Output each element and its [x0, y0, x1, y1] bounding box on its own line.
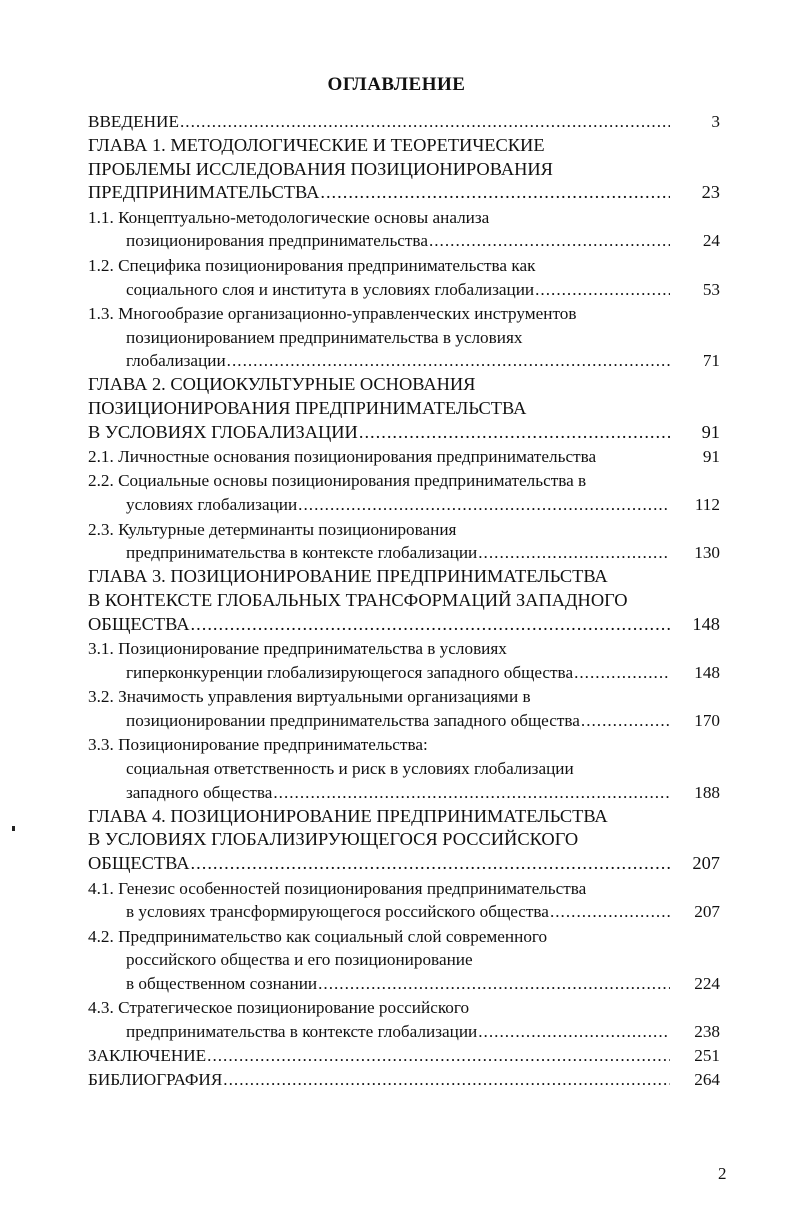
dot-leader	[298, 493, 670, 517]
toc-line-text: глобализации	[126, 351, 226, 371]
toc-line-text: 2.2. Социальные основы позиционирования предпринимательства в	[88, 471, 587, 491]
toc-section	[88, 254, 722, 302]
toc-line-text: ЗАКЛЮЧЕНИЕ	[88, 1046, 207, 1066]
toc-line	[88, 661, 670, 685]
toc-line-text: социального слоя и института в условиях глобализации	[126, 279, 535, 299]
dot-leader	[207, 1044, 670, 1068]
toc-line	[88, 781, 670, 805]
toc-line-text: предпринимательства в контексте глобализации	[126, 1022, 478, 1042]
toc-page-number: 224	[694, 974, 720, 994]
toc-line-text: российского общества и его позиционирование	[126, 950, 473, 970]
dot-leader	[581, 709, 670, 733]
toc-chapter	[88, 373, 722, 444]
toc-page-number: 112	[694, 495, 720, 515]
toc-page-number: 148	[692, 613, 720, 634]
dot-leader	[273, 781, 670, 805]
toc-line-text: 4.3. Стратегическое позиционирование российского	[88, 998, 470, 1018]
toc-line-text: 4.1. Генезис особенностей позиционирования предпринимательства	[88, 878, 587, 898]
toc-line-text: ВВЕДЕНИЕ	[88, 112, 179, 131]
toc-page-number: 71	[702, 351, 720, 371]
toc-page-number: 53	[702, 279, 720, 299]
toc-line-text: 3.1. Позиционирование предпринимательства в условиях	[88, 639, 507, 659]
toc-line-text: социальная ответственность и риск в условиях глобализации	[126, 759, 574, 779]
scan-speck	[12, 826, 15, 831]
toc-line	[88, 278, 670, 302]
toc-section	[88, 518, 722, 566]
dot-leader	[429, 229, 670, 253]
toc-line-text: позиционированием предпринимательства в условиях	[126, 327, 523, 347]
toc-line-text: 1.1. Концептуально-методологические основы анализа	[88, 207, 490, 227]
toc-chapter	[88, 134, 722, 205]
toc-page-number: 3	[711, 112, 720, 131]
toc-section	[88, 445, 722, 469]
dot-leader	[191, 852, 670, 876]
toc-page-number: 130	[694, 543, 720, 563]
toc-line-text: 3.3. Позиционирование предпринимательства:	[88, 735, 428, 755]
toc-line-text: предпринимательства в контексте глобализации	[126, 543, 478, 563]
toc-line-text: ПРОБЛЕМЫ ИССЛЕДОВАНИЯ ПОЗИЦИОНИРОВАНИЯ	[88, 158, 553, 179]
toc-line	[88, 181, 670, 205]
dot-leader	[535, 278, 670, 302]
toc-chapter	[88, 565, 722, 636]
dot-leader	[550, 900, 670, 924]
toc-line-text: позиционирования предпринимательства	[126, 231, 428, 251]
toc-line-text: ОБЩЕСТВА	[88, 613, 190, 634]
table-of-contents	[88, 110, 722, 1092]
toc-line-text: ГЛАВА 2. СОЦИОКУЛЬТУРНЫЕ ОСНОВАНИЯ	[88, 374, 476, 395]
page-number: 2	[718, 1164, 727, 1183]
toc-page-number: 264	[694, 1069, 720, 1089]
toc-line-text: гиперконкуренции глобализирующегося западного общества	[126, 662, 574, 682]
toc-line	[88, 709, 670, 733]
toc-line	[88, 1068, 670, 1092]
toc-page-number: 188	[694, 782, 720, 802]
toc-section	[88, 996, 722, 1044]
toc-line-text: в общественном сознании	[126, 974, 318, 994]
toc-page-number: 207	[692, 853, 720, 874]
toc-line	[88, 1020, 670, 1044]
toc-line-text: ОБЩЕСТВА	[88, 853, 190, 874]
toc-line-text: западного общества	[126, 782, 273, 802]
toc-line-text: условиях глобализации	[126, 495, 298, 515]
toc-page-number: 23	[701, 182, 720, 203]
toc-line-text: 2.1. Личностные основания позиционирования предпринимательства	[88, 447, 597, 467]
toc-line	[88, 229, 670, 253]
toc-section	[88, 685, 722, 733]
toc-section	[88, 877, 722, 925]
dot-leader	[574, 661, 670, 685]
toc-page-number: 238	[694, 1022, 720, 1042]
toc-line-text: ПОЗИЦИОНИРОВАНИЯ ПРЕДПРИНИМАТЕЛЬСТВА	[88, 398, 527, 419]
toc-page-number: 251	[694, 1046, 720, 1066]
toc-line-text: в условиях трансформирующегося российского общества	[126, 902, 549, 922]
toc-line	[88, 541, 670, 565]
toc-line	[88, 1044, 670, 1068]
toc-page-number: 170	[694, 710, 720, 730]
toc-entry	[88, 1044, 722, 1068]
toc-line-text: ГЛАВА 1. МЕТОДОЛОГИЧЕСКИЕ И ТЕОРЕТИЧЕСКИЕ	[88, 134, 545, 155]
toc-line-text: ПРЕДПРИНИМАТЕЛЬСТВА	[88, 182, 320, 203]
toc-entry	[88, 110, 722, 134]
toc-page-number: 91	[701, 421, 720, 442]
toc-line-text: В УСЛОВИЯХ ГЛОБАЛИЗАЦИИ	[88, 421, 358, 442]
toc-section	[88, 925, 722, 996]
dot-leader	[191, 613, 670, 637]
toc-line-text: БИБЛИОГРАФИЯ	[88, 1069, 223, 1089]
toc-line-text: 2.3. Культурные детерминанты позиционирования	[88, 519, 457, 539]
toc-section	[88, 206, 722, 254]
toc-page-number: 148	[694, 662, 720, 682]
toc-line-text: 1.2. Специфика позиционирования предпринимательства как	[88, 255, 536, 275]
toc-line-text: ГЛАВА 3. ПОЗИЦИОНИРОВАНИЕ ПРЕДПРИНИМАТЕЛЬСТВА	[88, 566, 608, 587]
toc-line	[88, 349, 670, 373]
toc-line-text: 4.2. Предпринимательство как социальный слой современного	[88, 926, 548, 946]
dot-leader	[478, 1020, 670, 1044]
toc-chapter	[88, 805, 722, 876]
toc-line	[88, 493, 670, 517]
toc-title: ОГЛАВЛЕНИЕ	[327, 74, 466, 95]
toc-line-text: ГЛАВА 4. ПОЗИЦИОНИРОВАНИЕ ПРЕДПРИНИМАТЕЛЬСТВА	[88, 805, 608, 826]
toc-section	[88, 733, 722, 804]
toc-section	[88, 469, 722, 517]
toc-line-text: В УСЛОВИЯХ ГЛОБАЛИЗИРУЮЩЕГОСЯ РОССИЙСКОГО	[88, 829, 579, 850]
dot-leader	[318, 972, 670, 996]
toc-line-text: 1.3. Многообразие организационно-управленческих инструментов	[88, 303, 577, 323]
toc-line	[88, 421, 670, 445]
dot-leader	[180, 110, 670, 134]
toc-page-number: 91	[702, 447, 720, 467]
toc-line	[88, 613, 670, 637]
dot-leader	[359, 421, 670, 445]
dot-leader	[227, 349, 670, 373]
dot-leader	[478, 541, 670, 565]
toc-section	[88, 302, 722, 373]
toc-line	[88, 900, 670, 924]
toc-line-text: 3.2. Значимость управления виртуальными организациями в	[88, 687, 531, 707]
toc-line	[88, 110, 670, 134]
dot-leader	[223, 1068, 670, 1092]
toc-line-text: В КОНТЕКСТЕ ГЛОБАЛЬНЫХ ТРАНСФОРМАЦИЙ ЗАПАДНОГО	[88, 589, 628, 610]
toc-line	[88, 852, 670, 876]
toc-section	[88, 637, 722, 685]
toc-line	[88, 972, 670, 996]
toc-line-text: позиционировании предпринимательства западного общества	[126, 710, 580, 730]
toc-page-number: 24	[702, 231, 720, 251]
dot-leader	[320, 181, 670, 205]
toc-page-number: 207	[694, 902, 720, 922]
toc-entry	[88, 1068, 722, 1092]
